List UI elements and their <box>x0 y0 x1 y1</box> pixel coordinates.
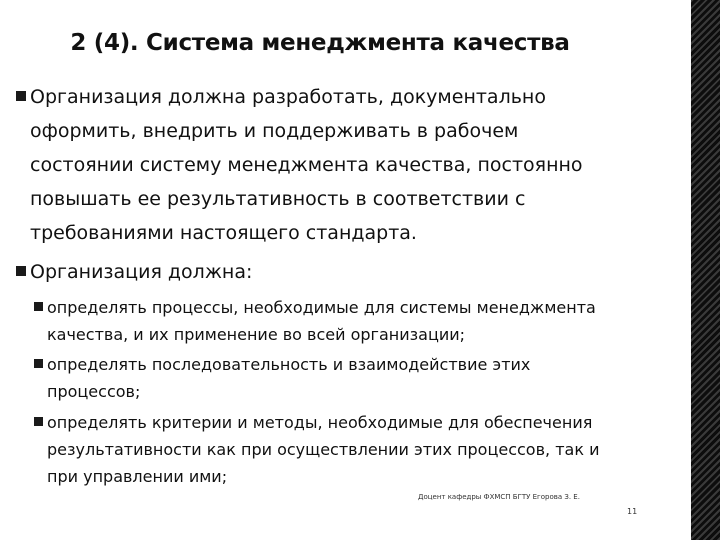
subbullet-line: определять процессы, необходимые для системы менеджмента <box>47 298 596 317</box>
subbullet-line: процессов; <box>47 382 141 401</box>
subbullet-line: качества, и их применение во всей организации; <box>47 325 466 344</box>
subbullet-line: определять последовательность и взаимодействие этих <box>47 355 531 374</box>
subbullet-text <box>47 294 684 348</box>
subbullet-item <box>34 409 684 490</box>
bullet-line: оформить, внедрить и поддерживать в рабочем <box>30 120 519 142</box>
bullet-item <box>16 80 686 250</box>
bullet-line: повышать ее результативность в соответствии с <box>30 188 526 210</box>
square-bullet-icon <box>34 417 43 426</box>
bullet-text <box>30 255 686 289</box>
slide-footer-author: Доцент кафедры ФХМСП БГТУ Егорова З. Е. <box>418 493 580 501</box>
subbullet-line: результативности как при осуществлении этих процессов, так и <box>47 440 600 459</box>
slide-title: 2 (4). Система менеджмента качества <box>70 30 570 56</box>
bullet-text <box>30 80 686 250</box>
bullet-item <box>16 255 686 289</box>
subbullet-line: определять критерии и методы, необходимые для обеспечения <box>47 413 593 432</box>
subbullet-text <box>47 409 684 490</box>
subbullet-line: при управлении ими; <box>47 467 228 486</box>
bullet-line: требованиями настоящего стандарта. <box>30 222 417 244</box>
bullet-line: Организация должна: <box>30 261 253 283</box>
square-bullet-icon <box>34 359 43 368</box>
page-number: 11 <box>627 507 638 516</box>
subbullet-text <box>47 351 684 405</box>
square-bullet-icon <box>16 91 26 101</box>
square-bullet-icon <box>16 266 26 276</box>
subbullet-item <box>34 294 684 348</box>
decorative-side-border <box>691 0 720 540</box>
bullet-line: состоянии систему менеджмента качества, постоянно <box>30 154 583 176</box>
bullet-line: Организация должна разработать, документально <box>30 86 546 108</box>
square-bullet-icon <box>34 302 43 311</box>
subbullet-item <box>34 351 684 405</box>
